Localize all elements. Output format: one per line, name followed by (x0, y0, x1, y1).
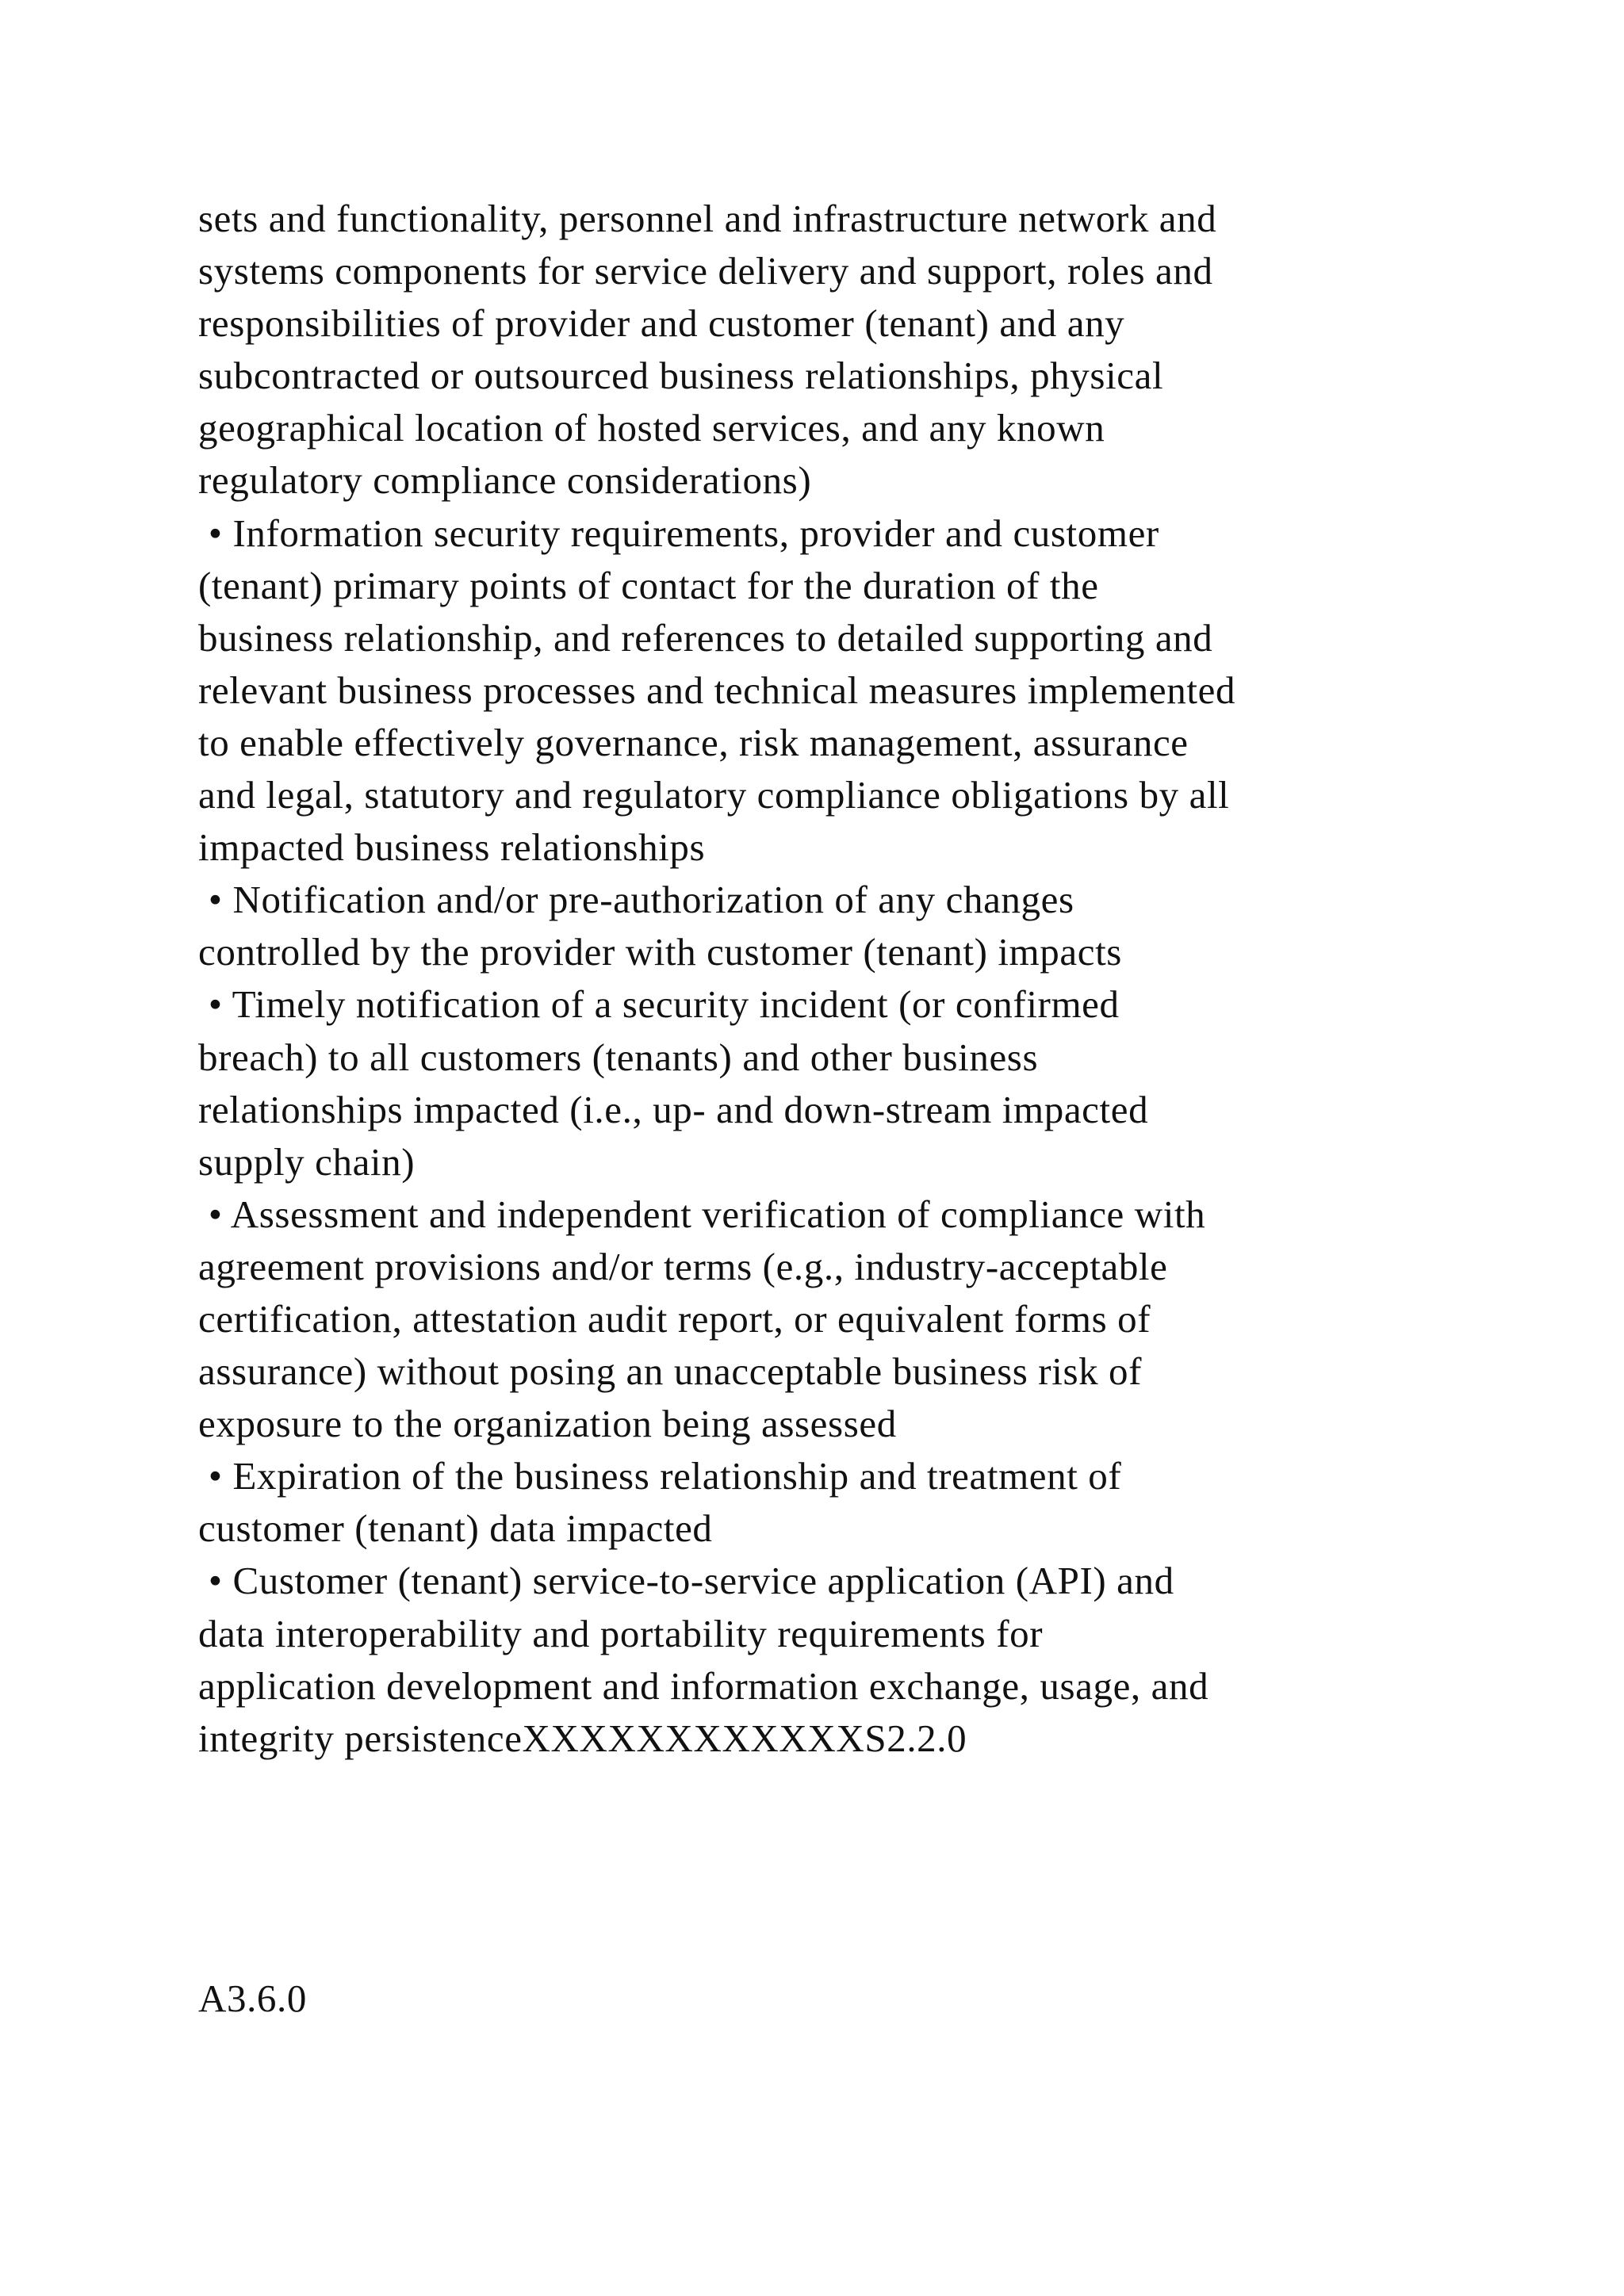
document-body (198, 193, 1499, 1765)
text-line: responsibilities of provider and customer (tenant) and any (198, 301, 1125, 346)
text-line: relationships impacted (i.e., up- and down-stream impacted (198, 1087, 1149, 1131)
bullet-line: • Customer (tenant) service-to-service application (API) and (198, 1559, 1174, 1603)
text-line: customer (tenant) data impacted (198, 1506, 713, 1551)
bullet-line: • Timely notification of a security incident (or confirmed (198, 982, 1120, 1027)
text-line: sets and functionality, personnel and infrastructure network and (198, 197, 1217, 240)
text-line: geographical location of hosted services, and any known (198, 406, 1105, 450)
bullet-line: • Assessment and independent verification of compliance with (198, 1192, 1206, 1236)
text-line: and legal, statutory and regulatory compliance obligations by all (198, 773, 1230, 817)
section-code: A3.6.0 (198, 1976, 307, 2020)
text-line: impacted business relationships (198, 825, 706, 870)
text-line: subcontracted or outsourced business relationships, physical (198, 354, 1164, 398)
text-line: business relationship, and references to detailed supporting and (198, 615, 1213, 660)
text-line: controlled by the provider with customer (tenant) impacts (198, 930, 1122, 974)
bullet-line: • Expiration of the business relationship and treatment of (198, 1454, 1122, 1498)
text-line: regulatory compliance considerations) (198, 458, 812, 503)
text-line: agreement provisions and/or terms (e.g., industry-acceptable (198, 1244, 1168, 1288)
text-line: application development and information exchange, usage, and (198, 1663, 1209, 1708)
text-line: systems components for service delivery and support, roles and (198, 249, 1213, 293)
bullet-line: • Notification and/or pre-authorization of any changes (198, 878, 1074, 922)
text-line: integrity persistenceXXXXXXXXXXXXS2.2.0 (198, 1716, 967, 1760)
text-line: (tenant) primary points of contact for the duration of the (198, 563, 1099, 607)
text-line: breach) to all customers (tenants) and other business (198, 1035, 1039, 1079)
text-line: assurance) without posing an unacceptable business risk of (198, 1349, 1143, 1394)
bullet-line: • Information security requirements, provider and customer (198, 511, 1159, 555)
text-line: relevant business processes and technical measures implemented (198, 668, 1236, 712)
text-line: data interoperability and portability requirements for (198, 1611, 1044, 1655)
text-line: supply chain) (198, 1139, 416, 1184)
text-line: certification, attestation audit report, or equivalent forms of (198, 1296, 1151, 1341)
text-line: to enable effectively governance, risk management, assurance (198, 720, 1189, 764)
text-line: exposure to the organization being assessed (198, 1402, 897, 1446)
